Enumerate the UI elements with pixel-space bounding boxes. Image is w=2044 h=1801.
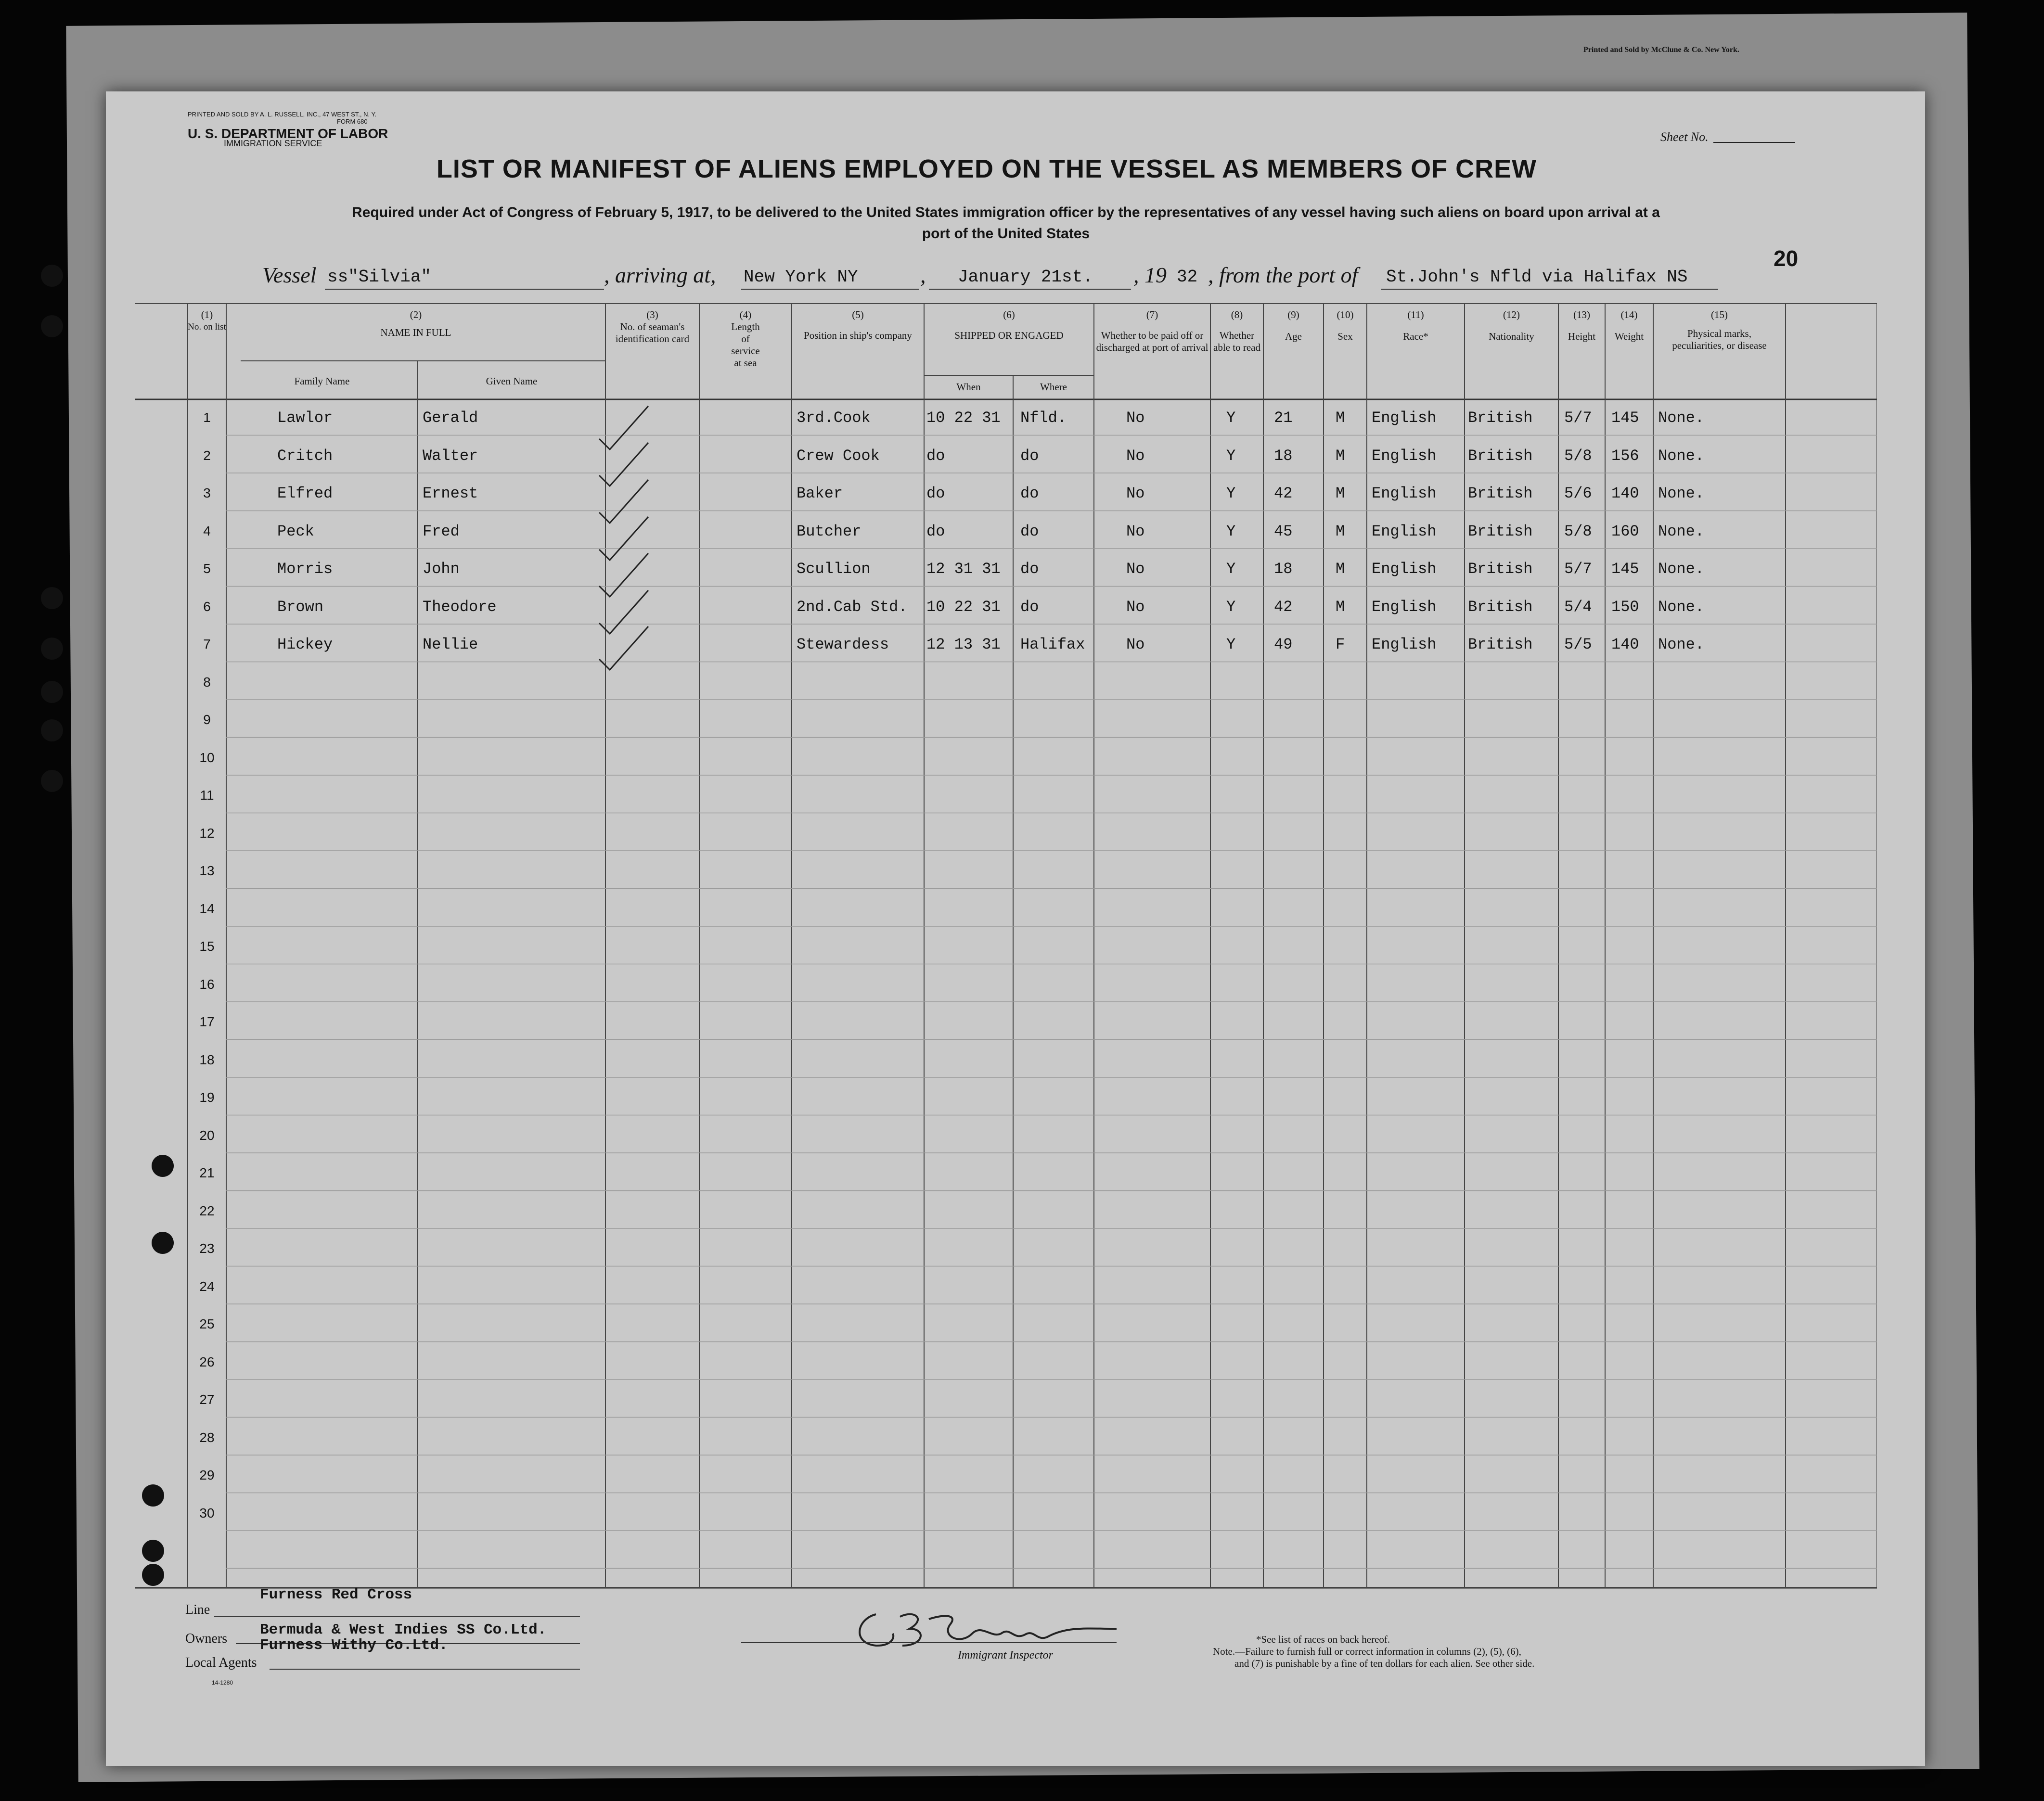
paid-off-cell: No <box>1126 598 1145 616</box>
given-name-cell: Theodore <box>423 598 497 616</box>
col-4-number: (4) <box>739 309 752 320</box>
punch-hole <box>41 315 63 337</box>
race-cell: English <box>1372 522 1437 540</box>
agents-field <box>270 1669 580 1670</box>
race-cell: English <box>1372 409 1437 427</box>
subtitle-line-2: port of the United States <box>922 226 1090 242</box>
col-2a-header: Family Name <box>294 375 350 387</box>
paid-off-cell: No <box>1126 447 1145 465</box>
punch-hole <box>41 719 63 741</box>
owners-label: Owners <box>185 1631 228 1646</box>
weight-cell: 140 <box>1611 636 1639 653</box>
printer-credit-text: PRINTED AND SOLD BY A. L. RUSSELL, INC., 47 WEST ST., N. Y. <box>188 111 377 118</box>
row-number: 9 <box>203 712 211 727</box>
col-13-header <box>1558 309 1605 343</box>
nationality-cell: British <box>1468 636 1533 653</box>
vessel-name-line <box>325 289 604 290</box>
col-9-number: (9) <box>1287 309 1299 320</box>
row-number: 13 <box>199 863 215 878</box>
row-number: 30 <box>199 1505 215 1520</box>
age-cell: 42 <box>1274 485 1293 502</box>
service-name: IMMIGRATION SERVICE <box>224 139 322 148</box>
shipped-when-cell: 10 22 31 <box>926 598 1001 616</box>
nationality-cell: British <box>1468 560 1533 578</box>
row-number: 10 <box>199 750 215 765</box>
row-number: 14 <box>199 901 215 916</box>
able-to-read-cell: Y <box>1226 636 1236 653</box>
marks-cell: None. <box>1658 522 1705 540</box>
col-12-number: (12) <box>1503 309 1520 320</box>
row-number: 25 <box>199 1316 215 1331</box>
family-name-cell: Hickey <box>277 636 333 653</box>
row-number: 8 <box>203 674 211 690</box>
punch-hole <box>41 638 63 660</box>
col-1-label: No. on list <box>188 322 226 332</box>
height-cell: 5/7 <box>1564 560 1592 578</box>
col-2-header <box>226 309 605 339</box>
weight-cell: 156 <box>1611 447 1639 465</box>
row-number: 23 <box>199 1241 215 1256</box>
col-8-number: (8) <box>1231 309 1243 320</box>
col-5-number: (5) <box>852 309 864 320</box>
weight-cell: 145 <box>1611 409 1639 427</box>
weight-cell: 160 <box>1611 522 1639 540</box>
department-name: U. S. DEPARTMENT OF LABOR <box>188 126 388 141</box>
col-6-label: SHIPPED OR ENGAGED <box>954 330 1064 341</box>
paid-off-cell: No <box>1126 560 1145 578</box>
race-cell: English <box>1372 447 1437 465</box>
nationality-cell: British <box>1468 522 1533 540</box>
height-cell: 5/8 <box>1564 522 1592 540</box>
footnote <box>1213 1634 1646 1670</box>
arrival-date-line <box>929 289 1131 290</box>
shipped-where-cell: do <box>1020 447 1039 465</box>
height-cell: 5/4 <box>1564 598 1592 616</box>
row-number: 27 <box>199 1392 215 1407</box>
inspector-signature <box>847 1600 1126 1655</box>
row-number: 11 <box>200 788 214 803</box>
col-2b-header: Given Name <box>486 375 538 387</box>
line-label: Line <box>185 1602 210 1617</box>
able-to-read-cell: Y <box>1226 409 1236 427</box>
sex-cell: F <box>1336 636 1345 653</box>
age-cell: 42 <box>1274 598 1293 616</box>
race-cell: English <box>1372 636 1437 653</box>
row-number: 24 <box>199 1278 215 1294</box>
weight-cell: 140 <box>1611 485 1639 502</box>
crew-table <box>135 303 1877 1590</box>
subtitle-line-1: Required under Act of Congress of February 5, 1917, to be delivered to the United States immigration officer by the representatives of any vessel having such aliens on board upon arrival at a <box>352 204 1660 220</box>
vessel-name: ss"Silvia" <box>327 267 432 287</box>
marks-cell: None. <box>1658 447 1705 465</box>
row-number: 28 <box>199 1430 215 1445</box>
sex-cell: M <box>1336 560 1345 578</box>
row-number: 20 <box>199 1127 215 1143</box>
col-9-header <box>1263 309 1324 343</box>
year-prefix: , 19 <box>1133 263 1167 287</box>
marks-cell: None. <box>1658 485 1705 502</box>
able-to-read-cell: Y <box>1226 485 1236 502</box>
able-to-read-cell: Y <box>1226 560 1236 578</box>
punch-hole <box>41 587 63 609</box>
row-number: 16 <box>199 976 215 992</box>
family-name-cell: Lawlor <box>277 409 333 427</box>
family-name-cell: Peck <box>277 522 314 540</box>
shipped-when-cell: 12 31 31 <box>926 560 1001 578</box>
col-10-header <box>1324 309 1367 343</box>
form-number: FORM 680 <box>337 118 368 125</box>
position-cell: Scullion <box>797 560 871 578</box>
row-number: 3 <box>203 485 211 500</box>
sex-cell: M <box>1336 485 1345 502</box>
nationality-cell: British <box>1468 485 1533 502</box>
page-title: LIST OR MANIFEST OF ALIENS EMPLOYED ON THE VESSEL AS MEMBERS OF CREW <box>436 154 1537 183</box>
col-2-label: NAME IN FULL <box>380 327 451 338</box>
row-number: 1 <box>203 410 211 425</box>
footnote-races: *See list of races on back hereof. <box>1256 1634 1390 1645</box>
footnote-penalty-2: and (7) is punishable by a fine of ten dollars for each alien. See other side. <box>1234 1658 1535 1669</box>
col-10-number: (10) <box>1337 309 1354 320</box>
age-cell: 45 <box>1274 522 1293 540</box>
col-4-label: Length of service at sea <box>731 321 760 369</box>
row-number: 17 <box>199 1014 215 1029</box>
sheet-number-label: Sheet No. <box>1660 130 1709 144</box>
row-number: 19 <box>199 1090 215 1105</box>
signature-image <box>847 1600 1126 1653</box>
col-14-label: Weight <box>1614 331 1644 342</box>
sex-cell: M <box>1336 447 1345 465</box>
given-name-cell: Fred <box>423 522 460 540</box>
row-number: 22 <box>199 1203 215 1218</box>
printer-imprint: Printed and Sold by McClune & Co. New York. <box>1583 46 1739 54</box>
shipped-where-cell: Nfld. <box>1020 409 1067 427</box>
col-15-label: Physical marks, peculiarities, or disease <box>1672 328 1767 351</box>
sex-cell: M <box>1336 409 1345 427</box>
row-number: 15 <box>199 939 215 954</box>
col-5-header <box>792 309 924 342</box>
shipped-where-cell: do <box>1020 560 1039 578</box>
col-6b-header: Where <box>1040 381 1067 393</box>
sheet-number-field <box>1713 142 1795 143</box>
shipped-when-cell: do <box>926 522 945 540</box>
shipped-where-cell: Halifax <box>1020 636 1085 653</box>
weight-cell: 150 <box>1611 598 1639 616</box>
shipped-where-cell: do <box>1020 485 1039 502</box>
col-3-label: No. of seaman's identification card <box>615 321 690 345</box>
marks-cell: None. <box>1658 409 1705 427</box>
col-9-label: Age <box>1285 331 1302 342</box>
col-4-header <box>699 309 792 369</box>
col-1-number: (1) <box>201 309 213 320</box>
marks-cell: None. <box>1658 598 1705 616</box>
comma: , <box>920 263 926 287</box>
col-1-header <box>188 309 226 333</box>
race-cell: English <box>1372 598 1437 616</box>
col-14-number: (14) <box>1620 309 1638 320</box>
row-number: 7 <box>203 637 211 651</box>
given-name-cell: John <box>423 560 460 578</box>
nationality-cell: British <box>1468 409 1533 427</box>
sex-cell: M <box>1336 598 1345 616</box>
paid-off-cell: No <box>1126 485 1145 502</box>
paid-off-cell: No <box>1126 409 1145 427</box>
height-cell: 5/7 <box>1564 409 1592 427</box>
age-cell: 18 <box>1274 560 1293 578</box>
line-value: Furness Red Cross <box>260 1586 412 1603</box>
able-to-read-cell: Y <box>1226 598 1236 616</box>
shipped-where-cell: do <box>1020 598 1039 616</box>
marks-cell: None. <box>1658 560 1705 578</box>
vessel-label: Vessel <box>262 263 317 287</box>
departure-port: St.John's Nfld via Halifax NS <box>1386 267 1688 287</box>
inspector-label: Immigrant Inspector <box>958 1649 1053 1661</box>
form-code: 14-1280 <box>212 1679 233 1686</box>
col-8-header <box>1210 309 1263 354</box>
height-cell: 5/5 <box>1564 636 1592 653</box>
family-name-cell: Brown <box>277 598 324 616</box>
family-name-cell: Critch <box>277 447 333 465</box>
age-cell: 18 <box>1274 447 1293 465</box>
col-11-label: Race* <box>1403 331 1428 342</box>
page-subtitle <box>260 202 1752 244</box>
col-3-number: (3) <box>646 309 658 320</box>
marks-cell: None. <box>1658 636 1705 653</box>
col-15-header <box>1653 309 1786 352</box>
arrival-year: 32 <box>1177 267 1198 287</box>
sex-cell: M <box>1336 522 1345 540</box>
family-name-cell: Morris <box>277 560 333 578</box>
arrival-port-line <box>741 289 919 290</box>
shipped-where-cell: do <box>1020 522 1039 540</box>
col-13-label: Height <box>1568 331 1596 342</box>
given-name-cell: Gerald <box>423 409 478 427</box>
col-12-label: Nationality <box>1489 331 1534 342</box>
col-11-header <box>1367 309 1465 343</box>
shipped-when-cell: 12 13 31 <box>926 636 1001 653</box>
position-cell: 2nd.Cab Std. <box>797 598 908 616</box>
shipped-when-cell: do <box>926 447 945 465</box>
position-cell: 3rd.Cook <box>797 409 871 427</box>
row-number: 6 <box>203 599 211 614</box>
col-3-header <box>605 309 699 345</box>
signature-line <box>741 1642 1117 1643</box>
row-number: 2 <box>203 447 211 463</box>
line-field <box>214 1616 580 1617</box>
position-cell: Crew Cook <box>797 447 880 465</box>
col-6-number: (6) <box>1003 309 1015 320</box>
col-7-number: (7) <box>1146 309 1158 320</box>
agents-value: Furness Withy Co.Ltd. <box>260 1637 448 1654</box>
given-name-cell: Walter <box>423 447 478 465</box>
owners-value: Bermuda & West Indies SS Co.Ltd. <box>260 1622 547 1638</box>
row-number: 18 <box>199 1052 215 1067</box>
col-8-label: Whether able to read <box>1213 330 1260 353</box>
col-12-header <box>1465 309 1558 343</box>
row-number: 12 <box>199 825 215 841</box>
footnote-penalty-1: Note.—Failure to furnish full or correct information in columns (2), (5), (6), <box>1213 1646 1521 1657</box>
row-number: 21 <box>199 1165 215 1180</box>
col-5-label: Position in ship's company <box>804 330 912 341</box>
given-name-cell: Nellie <box>423 636 478 653</box>
age-cell: 49 <box>1274 636 1293 653</box>
race-cell: English <box>1372 560 1437 578</box>
col-7-label: Whether to be paid off or discharged at port of arrival <box>1096 330 1208 353</box>
row-number: 26 <box>199 1354 215 1369</box>
punch-hole <box>41 681 63 703</box>
col-11-number: (11) <box>1407 309 1424 320</box>
row-number: 4 <box>203 523 211 538</box>
col-13-number: (13) <box>1573 309 1590 320</box>
nationality-cell: British <box>1468 447 1533 465</box>
row-number: 5 <box>203 561 211 576</box>
height-cell: 5/6 <box>1564 485 1592 502</box>
weight-cell: 145 <box>1611 560 1639 578</box>
col-2-number: (2) <box>410 309 422 320</box>
row-number: 29 <box>199 1468 215 1482</box>
race-cell: English <box>1372 485 1437 502</box>
height-cell: 5/8 <box>1564 447 1592 465</box>
departure-port-line <box>1381 289 1718 290</box>
family-name-cell: Elfred <box>277 485 333 502</box>
able-to-read-cell: Y <box>1226 522 1236 540</box>
paid-off-cell: No <box>1126 636 1145 653</box>
punch-hole <box>41 770 63 792</box>
able-to-read-cell: Y <box>1226 447 1236 465</box>
page-number: 20 <box>1774 246 1799 271</box>
shipped-when-cell: 10 22 31 <box>926 409 1001 427</box>
col-7-header <box>1094 309 1210 354</box>
agents-label: Local Agents <box>185 1655 257 1670</box>
shipped-when-cell: do <box>926 485 945 502</box>
from-label: , from the port of <box>1208 263 1358 287</box>
col-14-header <box>1605 309 1653 343</box>
punch-hole <box>41 265 63 287</box>
paid-off-cell: No <box>1126 522 1145 540</box>
col-15-number: (15) <box>1711 309 1728 320</box>
arriving-label: , arriving at, <box>604 263 716 287</box>
age-cell: 21 <box>1274 409 1293 427</box>
col-6-header <box>924 309 1094 342</box>
col-10-label: Sex <box>1337 331 1353 342</box>
printer-credit <box>188 111 376 125</box>
position-cell: Stewardess <box>797 636 889 653</box>
position-cell: Baker <box>797 485 843 502</box>
position-cell: Butcher <box>797 522 861 540</box>
arrival-date: January 21st. <box>958 267 1093 287</box>
check-marks <box>599 406 648 670</box>
col-6a-header: When <box>956 381 981 393</box>
arrival-port: New York NY <box>744 267 858 287</box>
nationality-cell: British <box>1468 598 1533 616</box>
given-name-cell: Ernest <box>423 485 478 502</box>
